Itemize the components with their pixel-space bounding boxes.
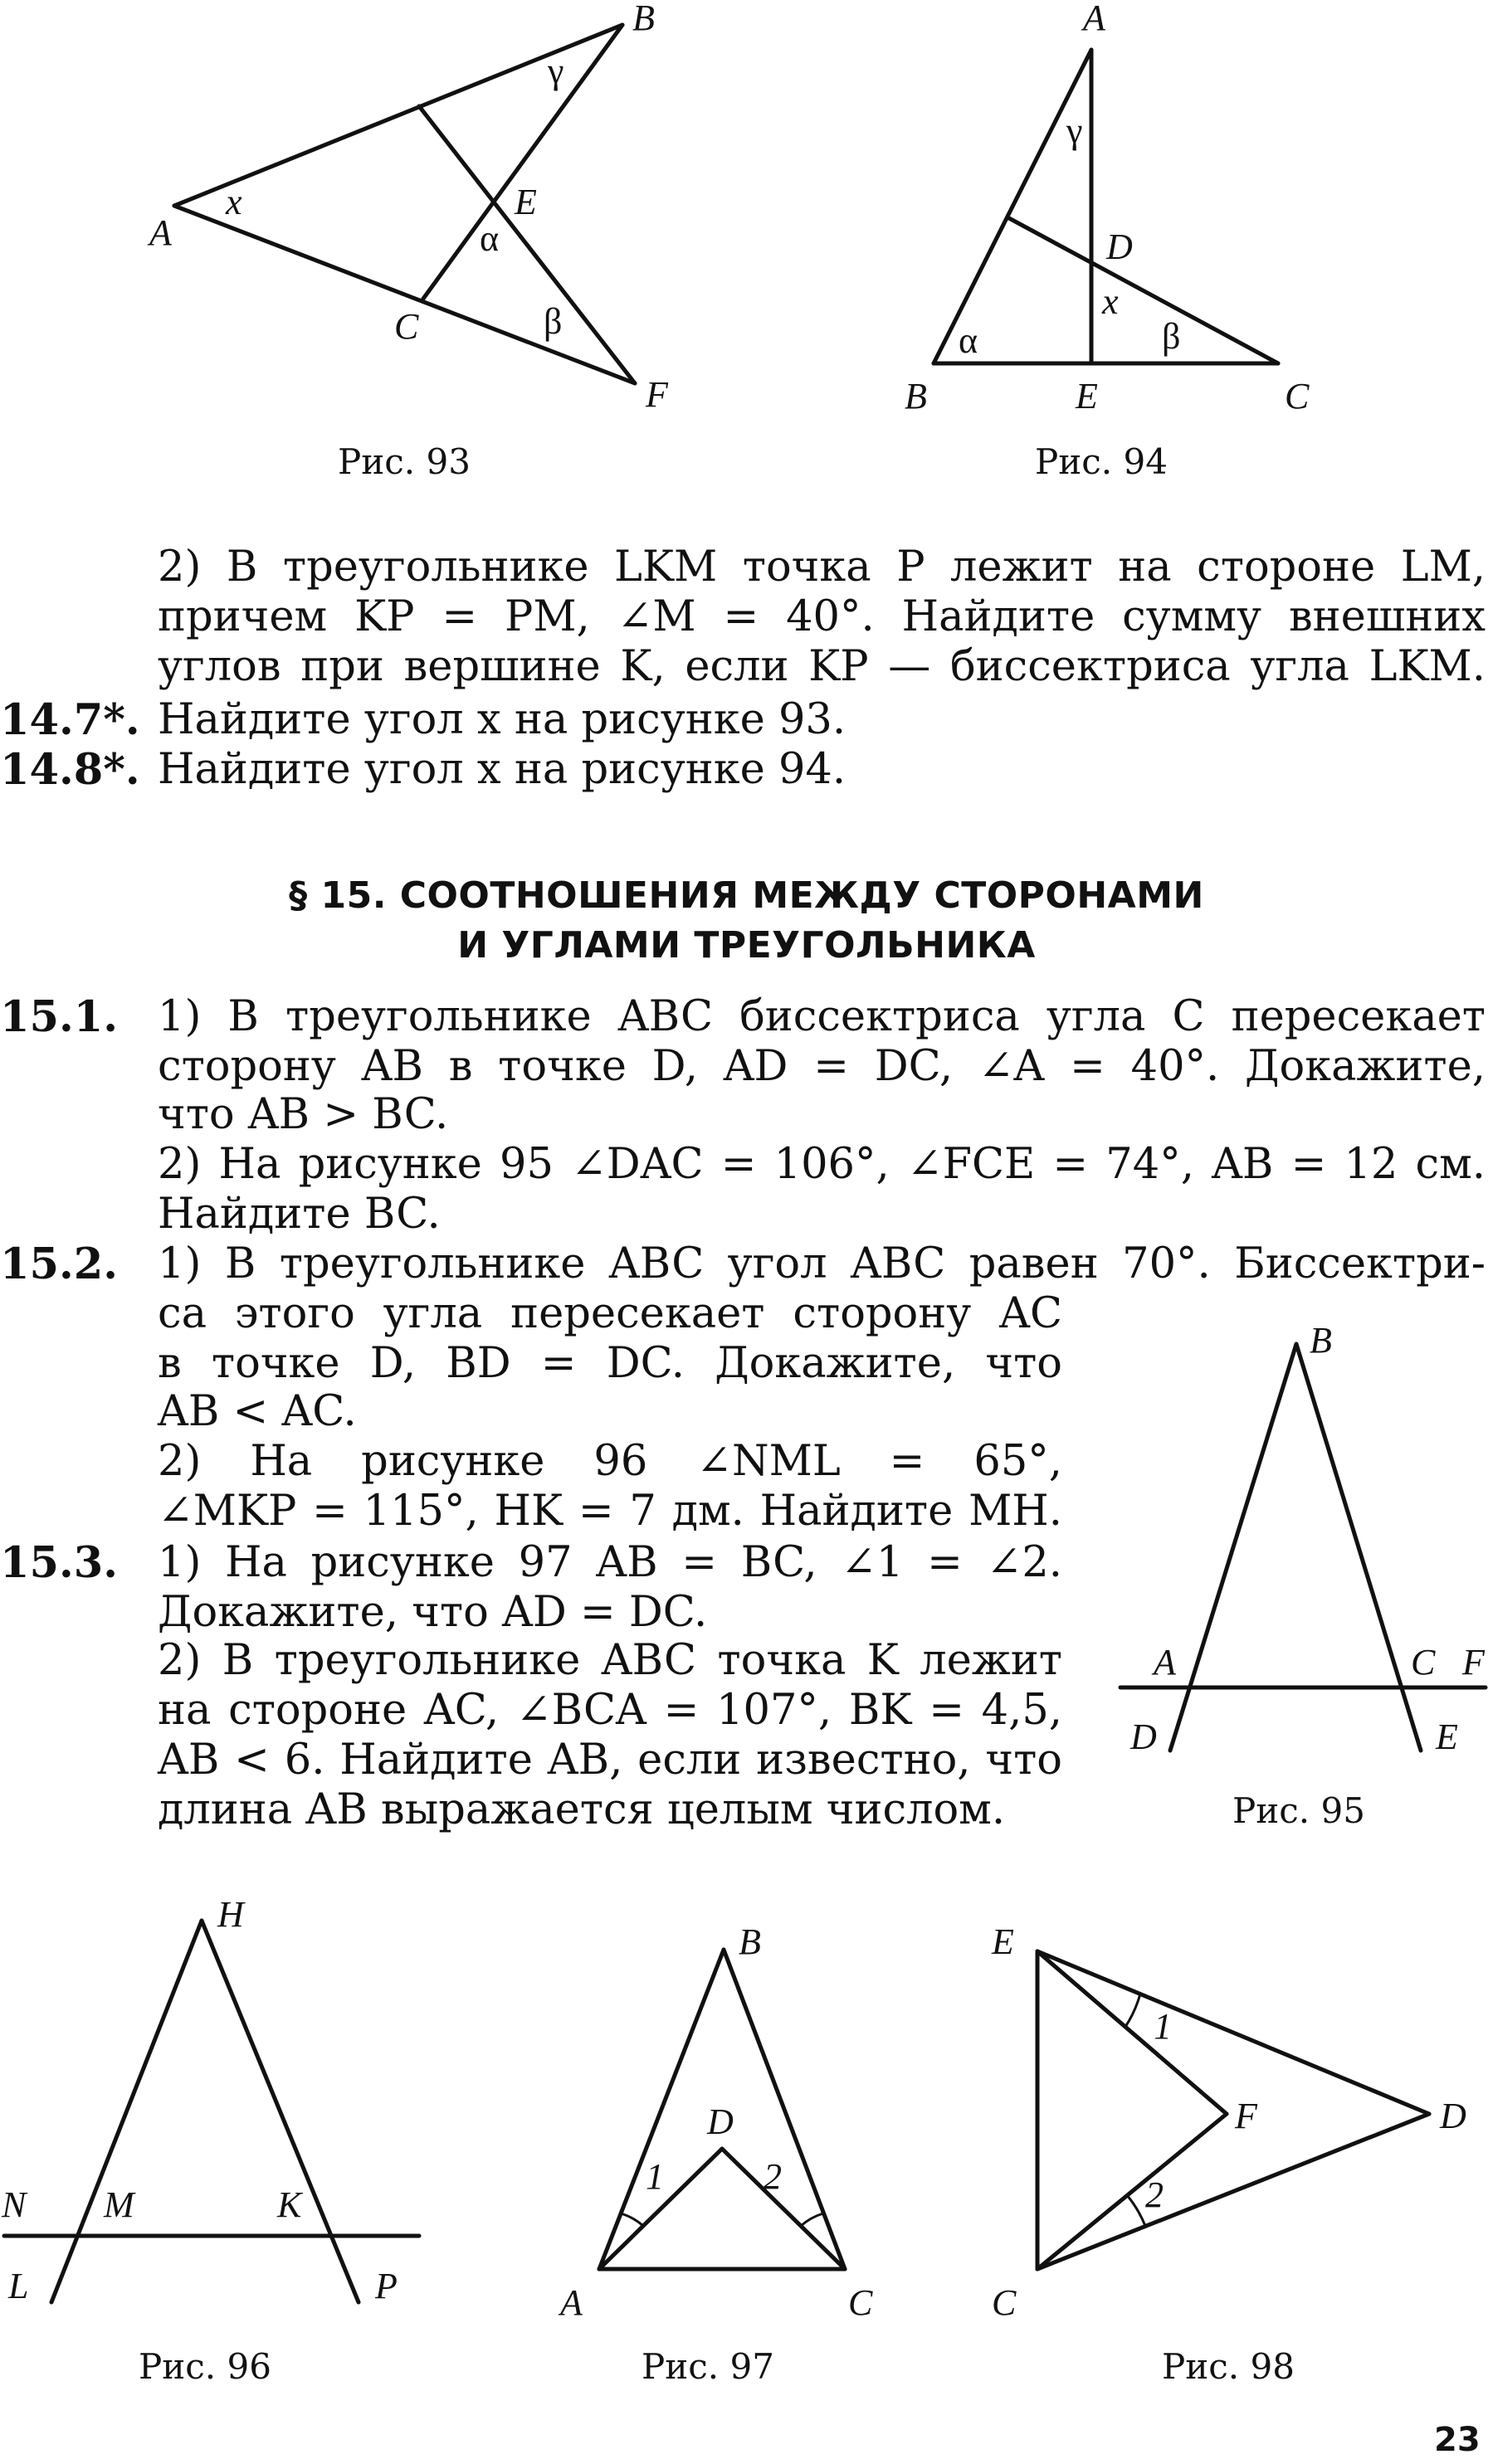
label-alpha: α [480, 218, 500, 259]
problem-15-2-line-1: 1) В треугольнике ABC угол ABC равен 70°. Биссектри- [158, 1239, 1486, 1288]
label-C: C [394, 306, 419, 347]
label-B: B [905, 376, 927, 416]
segment-ED [1037, 1951, 1429, 2114]
label-gamma: γ [1066, 110, 1083, 151]
problem-15-1-line-2: сторону AB в точке D, AD = DC, ∠A = 40°. Докажите, [158, 1042, 1486, 1091]
label-F: F [1235, 2096, 1257, 2136]
problem-14-8-number: 14.8*. [0, 745, 140, 795]
label-H: H [217, 1894, 244, 1935]
problem-15-3-line-3: 2) В треугольнике ABC точка K лежит [158, 1636, 1062, 1685]
caption-fig-96: Рис. 96 [139, 2346, 271, 2387]
label-D: D [1440, 2096, 1466, 2136]
label-alpha: α [959, 320, 978, 361]
angle-1-arc [1125, 1994, 1140, 2027]
label-M: M [104, 2184, 134, 2225]
problem-15-2-line-4: AB < AC. [158, 1387, 357, 1436]
problem-15-3-line-4: на стороне AC, ∠BCA = 107°, BK = 4,5, [158, 1686, 1062, 1735]
problem-15-2-line-3: в точке D, BD = DC. Докажите, что [158, 1339, 1062, 1388]
problem-15-1-number: 15.1. [0, 992, 118, 1042]
label-C: C [1285, 376, 1310, 416]
label-B: B [632, 0, 655, 38]
problem-15-2-line-5: 2) На рисунке 96 ∠NML = 65°, [158, 1437, 1062, 1486]
section-title-line-1: § 15. СООТНОШЕНИЯ МЕЖДУ СТОРОНАМИ [289, 874, 1204, 917]
label-1: 1 [646, 2156, 664, 2197]
label-P: P [375, 2266, 398, 2306]
problem-14-7-number: 14.7*. [0, 695, 140, 745]
problem-15-3-line-2: Докажите, что AD = DC. [158, 1588, 708, 1637]
problem-15-2-line-2: са этого угла пересекает сторону AC [158, 1289, 1062, 1338]
problem-15-1-line-3: что AB > BC. [158, 1090, 449, 1139]
label-F: F [1462, 1642, 1485, 1682]
label-C: C [992, 2282, 1017, 2323]
label-C: C [1411, 1642, 1436, 1682]
label-E: E [1076, 376, 1098, 416]
section-title-line-2: И УГЛАМИ ТРЕУГОЛЬНИКА [457, 924, 1036, 967]
problem-15-3-line-5: AB < 6. Найдите AB, если известно, что [158, 1736, 1062, 1785]
label-B: B [1310, 1320, 1332, 1361]
label-L: L [8, 2266, 29, 2306]
problem-15-3-line-6: длина AB выражается целым числом. [158, 1785, 1006, 1834]
label-D: D [707, 2101, 734, 2142]
label-F: F [646, 374, 668, 415]
label-A: A [1154, 1642, 1176, 1682]
problem-15-1-line-4: 2) На рисунке 95 ∠DAC = 106°, ∠FCE = 74°, AB = 12 см. [158, 1140, 1486, 1189]
caption-fig-98: Рис. 98 [1162, 2346, 1295, 2387]
caption-fig-97: Рис. 97 [642, 2346, 774, 2387]
label-E: E [515, 182, 537, 222]
problem-14-6-line-2: причем KP = PM, ∠M = 40°. Найдите сумму внешних [158, 592, 1486, 641]
label-E: E [992, 1921, 1014, 1962]
problem-14-8-text: Найдите угол x на рисунке 94. [158, 745, 847, 794]
caption-fig-95: Рис. 95 [1232, 1790, 1365, 1831]
label-2: 2 [1145, 2174, 1164, 2215]
label-1: 1 [1154, 2006, 1172, 2047]
caption-fig-93: Рис. 93 [338, 441, 471, 482]
caption-fig-94: Рис. 94 [1035, 441, 1168, 482]
label-A: A [1083, 0, 1105, 38]
label-N: N [2, 2184, 27, 2225]
problem-15-3-line-1: 1) На рисунке 97 AB = BC, ∠1 = ∠2. [158, 1538, 1062, 1587]
label-C: C [848, 2282, 873, 2323]
problem-14-7-text: Найдите угол x на рисунке 93. [158, 695, 847, 744]
label-E: E [1436, 1717, 1458, 1757]
label-2: 2 [764, 2156, 782, 2197]
label-B: B [739, 1921, 761, 1962]
label-D: D [1130, 1717, 1157, 1757]
label-beta: β [544, 301, 563, 342]
segment-CD [1037, 2114, 1429, 2269]
problem-15-1-line-5: Найдите BC. [158, 1190, 441, 1239]
problem-14-6-line-1: 2) В треугольнике LKM точка P лежит на стороне LM, [158, 543, 1486, 592]
segment-EF [1037, 1951, 1227, 2114]
problem-14-6-line-3: углов при вершине K, если KP — биссектриса угла LKM. [158, 642, 1486, 691]
label-A: A [560, 2282, 583, 2323]
problem-15-3-number: 15.3. [0, 1538, 118, 1588]
label-x: x [226, 182, 242, 222]
label-beta: β [1162, 316, 1181, 357]
label-A: A [149, 212, 172, 253]
problem-15-2-line-6: ∠MKP = 115°, HK = 7 дм. Найдите MH. [158, 1487, 1062, 1536]
label-gamma: γ [548, 51, 564, 91]
problem-15-2-number: 15.2. [0, 1239, 118, 1289]
page-number: 23 [1434, 2421, 1481, 2459]
label-D: D [1106, 226, 1133, 267]
angle-2-arc [1127, 2195, 1145, 2226]
problem-15-1-line-1: 1) В треугольнике ABC биссектриса угла C пересекает [158, 992, 1486, 1041]
label-K: K [277, 2184, 302, 2225]
segment-FC [1037, 2114, 1227, 2269]
label-x: x [1102, 281, 1119, 322]
